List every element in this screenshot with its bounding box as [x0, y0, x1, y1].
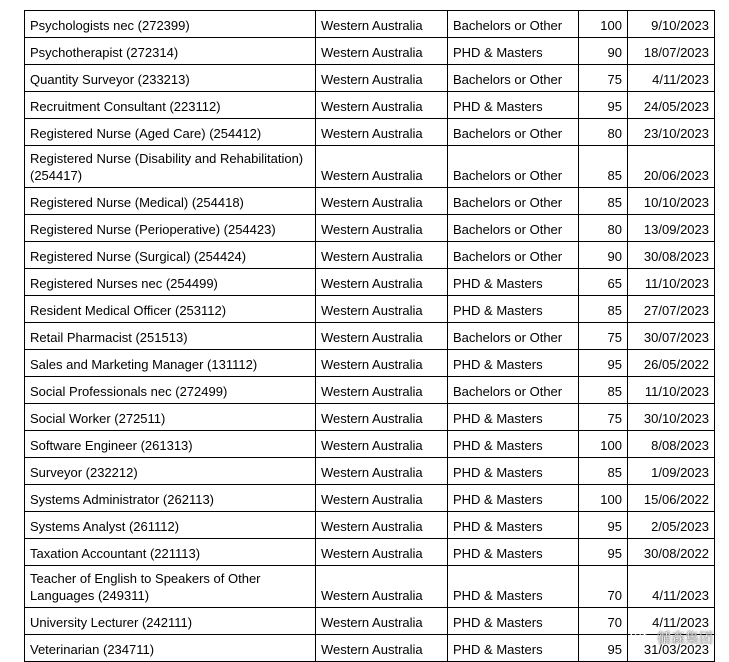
- state-cell: Western Australia: [316, 215, 448, 242]
- qualification-cell: PHD & Masters: [448, 350, 579, 377]
- date-cell: 27/07/2023: [628, 296, 715, 323]
- occupation-cell: Surveyor (232212): [25, 458, 316, 485]
- qualification-cell: Bachelors or Other: [448, 242, 579, 269]
- points-cell: 85: [579, 146, 628, 188]
- date-cell: 4/11/2023: [628, 65, 715, 92]
- occupation-cell: Registered Nurse (Perioperative) (254423): [25, 215, 316, 242]
- date-cell: 24/05/2023: [628, 92, 715, 119]
- date-cell: 26/05/2022: [628, 350, 715, 377]
- occupation-cell: Psychologists nec (272399): [25, 11, 316, 38]
- qualification-cell: PHD & Masters: [448, 635, 579, 662]
- state-cell: Western Australia: [316, 65, 448, 92]
- points-cell: 95: [579, 92, 628, 119]
- date-cell: 10/10/2023: [628, 188, 715, 215]
- qualification-cell: PHD & Masters: [448, 92, 579, 119]
- date-cell: 2/05/2023: [628, 512, 715, 539]
- points-cell: 100: [579, 431, 628, 458]
- occupation-cell: Registered Nurse (Aged Care) (254412): [25, 119, 316, 146]
- points-cell: 65: [579, 269, 628, 296]
- state-cell: Western Australia: [316, 11, 448, 38]
- qualification-cell: PHD & Masters: [448, 269, 579, 296]
- occupation-cell: Registered Nurse (Surgical) (254424): [25, 242, 316, 269]
- qualification-cell: Bachelors or Other: [448, 323, 579, 350]
- occupation-cell: Resident Medical Officer (253112): [25, 296, 316, 323]
- date-cell: 11/10/2023: [628, 377, 715, 404]
- occupation-cell: Software Engineer (261313): [25, 431, 316, 458]
- table-row: [25, 323, 715, 350]
- state-cell: Western Australia: [316, 350, 448, 377]
- occupation-cell: Systems Analyst (261112): [25, 512, 316, 539]
- date-cell: 18/07/2023: [628, 38, 715, 65]
- state-cell: Western Australia: [316, 512, 448, 539]
- table-row: [25, 539, 715, 566]
- occupation-cell: Psychotherapist (272314): [25, 38, 316, 65]
- state-cell: Western Australia: [316, 146, 448, 188]
- table-row: [25, 146, 715, 188]
- occupation-cell: Taxation Accountant (221113): [25, 539, 316, 566]
- date-cell: 30/10/2023: [628, 404, 715, 431]
- qualification-cell: PHD & Masters: [448, 485, 579, 512]
- table-row: [25, 65, 715, 92]
- qualification-cell: PHD & Masters: [448, 296, 579, 323]
- occupation-cell: Veterinarian (234711): [25, 635, 316, 662]
- qualification-cell: Bachelors or Other: [448, 11, 579, 38]
- points-cell: 80: [579, 119, 628, 146]
- points-cell: 90: [579, 242, 628, 269]
- state-cell: Western Australia: [316, 269, 448, 296]
- points-cell: 75: [579, 404, 628, 431]
- points-cell: 85: [579, 377, 628, 404]
- table-row: [25, 242, 715, 269]
- state-cell: Western Australia: [316, 608, 448, 635]
- date-cell: 23/10/2023: [628, 119, 715, 146]
- date-cell: 30/07/2023: [628, 323, 715, 350]
- occupation-cell: Recruitment Consultant (223112): [25, 92, 316, 119]
- occupation-cell: Registered Nurse (Disability and Rehabilitation) (254417): [25, 146, 316, 188]
- qualification-cell: PHD & Masters: [448, 404, 579, 431]
- date-cell: 11/10/2023: [628, 269, 715, 296]
- table-row: [25, 215, 715, 242]
- qualification-cell: PHD & Masters: [448, 38, 579, 65]
- table-row: [25, 269, 715, 296]
- table-row: [25, 38, 715, 65]
- date-cell: 13/09/2023: [628, 215, 715, 242]
- state-cell: Western Australia: [316, 485, 448, 512]
- date-cell: 20/06/2023: [628, 146, 715, 188]
- state-cell: Western Australia: [316, 119, 448, 146]
- table-row: [25, 92, 715, 119]
- state-cell: Western Australia: [316, 242, 448, 269]
- points-cell: 85: [579, 188, 628, 215]
- occupation-cell: Systems Administrator (262113): [25, 485, 316, 512]
- date-cell: 8/08/2023: [628, 431, 715, 458]
- table-row: [25, 188, 715, 215]
- points-cell: 80: [579, 215, 628, 242]
- qualification-cell: PHD & Masters: [448, 512, 579, 539]
- qualification-cell: PHD & Masters: [448, 458, 579, 485]
- occupation-table: [24, 10, 715, 662]
- state-cell: Western Australia: [316, 38, 448, 65]
- occupation-cell: Registered Nurse (Medical) (254418): [25, 188, 316, 215]
- points-cell: 100: [579, 11, 628, 38]
- occupation-cell: Sales and Marketing Manager (131112): [25, 350, 316, 377]
- state-cell: Western Australia: [316, 566, 448, 608]
- date-cell: 30/08/2023: [628, 242, 715, 269]
- occupation-cell: Quantity Surveyor (233213): [25, 65, 316, 92]
- points-cell: 95: [579, 539, 628, 566]
- table-row: [25, 377, 715, 404]
- points-cell: 85: [579, 296, 628, 323]
- date-cell: 9/10/2023: [628, 11, 715, 38]
- date-cell: 30/08/2022: [628, 539, 715, 566]
- occupation-cell: Social Professionals nec (272499): [25, 377, 316, 404]
- table-row: [25, 404, 715, 431]
- state-cell: Western Australia: [316, 188, 448, 215]
- points-cell: 70: [579, 566, 628, 608]
- state-cell: Western Australia: [316, 323, 448, 350]
- qualification-cell: Bachelors or Other: [448, 146, 579, 188]
- date-cell: 4/11/2023: [628, 566, 715, 608]
- points-cell: 70: [579, 608, 628, 635]
- table-row: [25, 635, 715, 662]
- qualification-cell: PHD & Masters: [448, 608, 579, 635]
- qualification-cell: PHD & Masters: [448, 539, 579, 566]
- state-cell: Western Australia: [316, 92, 448, 119]
- date-cell: 15/06/2022: [628, 485, 715, 512]
- points-cell: 95: [579, 512, 628, 539]
- state-cell: Western Australia: [316, 377, 448, 404]
- table-row: [25, 119, 715, 146]
- points-cell: 90: [579, 38, 628, 65]
- table-row: [25, 608, 715, 635]
- occupation-table-body: [25, 11, 715, 662]
- occupation-cell: Retail Pharmacist (251513): [25, 323, 316, 350]
- qualification-cell: PHD & Masters: [448, 566, 579, 608]
- points-cell: 85: [579, 458, 628, 485]
- watermark-text: 循森集团: [657, 631, 713, 647]
- table-row: [25, 566, 715, 608]
- qualification-cell: Bachelors or Other: [448, 119, 579, 146]
- occupation-cell: Registered Nurses nec (254499): [25, 269, 316, 296]
- table-row: [25, 350, 715, 377]
- table-row: [25, 512, 715, 539]
- qualification-cell: PHD & Masters: [448, 431, 579, 458]
- state-cell: Western Australia: [316, 296, 448, 323]
- state-cell: Western Australia: [316, 458, 448, 485]
- qualification-cell: Bachelors or Other: [448, 377, 579, 404]
- points-cell: 95: [579, 350, 628, 377]
- qualification-cell: Bachelors or Other: [448, 65, 579, 92]
- qualification-cell: Bachelors or Other: [448, 188, 579, 215]
- qualification-cell: Bachelors or Other: [448, 215, 579, 242]
- occupation-cell: Social Worker (272511): [25, 404, 316, 431]
- state-cell: Western Australia: [316, 635, 448, 662]
- date-cell: 31/03/2023: [628, 635, 715, 662]
- state-cell: Western Australia: [316, 431, 448, 458]
- date-cell: 1/09/2023: [628, 458, 715, 485]
- date-cell: 4/11/2023: [628, 608, 715, 635]
- table-row: [25, 458, 715, 485]
- occupation-cell: University Lecturer (242111): [25, 608, 316, 635]
- points-cell: 75: [579, 65, 628, 92]
- state-cell: Western Australia: [316, 404, 448, 431]
- table-row: [25, 485, 715, 512]
- points-cell: 95: [579, 635, 628, 662]
- table-row: [25, 296, 715, 323]
- state-cell: Western Australia: [316, 539, 448, 566]
- points-cell: 75: [579, 323, 628, 350]
- table-row: [25, 11, 715, 38]
- table-row: [25, 431, 715, 458]
- points-cell: 100: [579, 485, 628, 512]
- occupation-cell: Teacher of English to Speakers of Other Languages (249311): [25, 566, 316, 608]
